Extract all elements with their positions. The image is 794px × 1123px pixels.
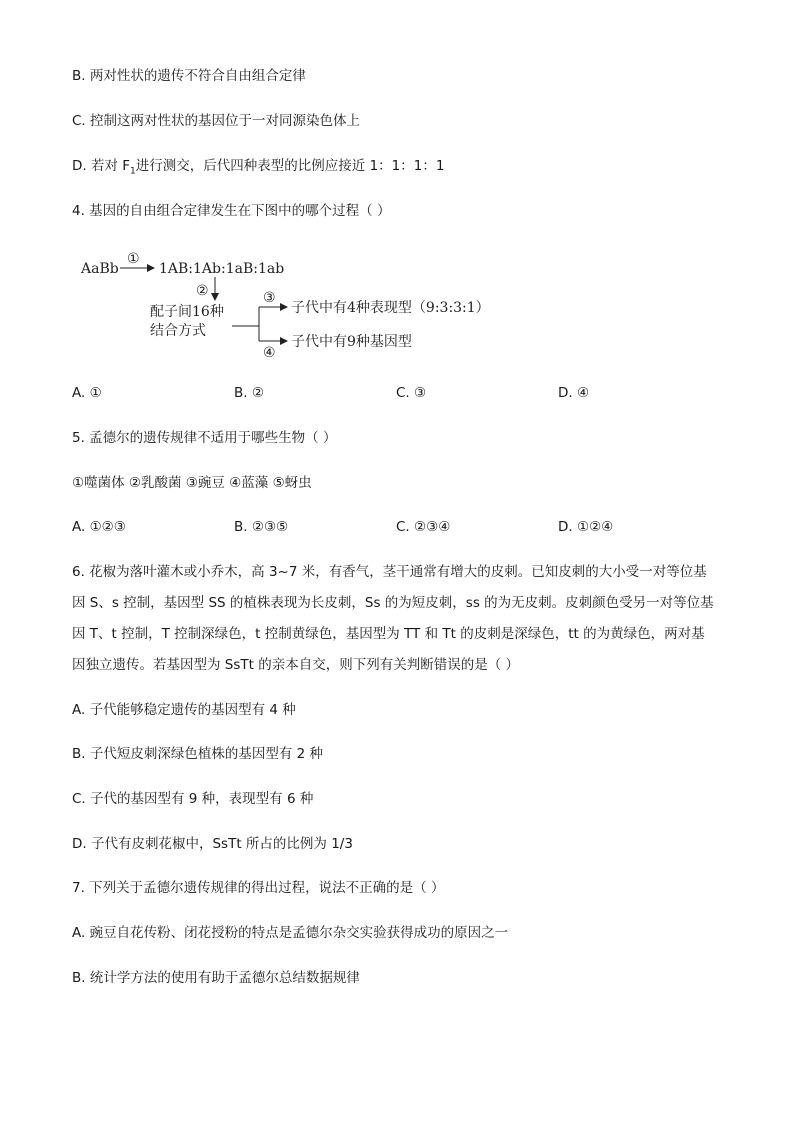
- q5-option-d: D. ①②④: [558, 519, 614, 535]
- q7-option-b: B. 统计学方法的使用有助于孟德尔总结数据规律: [72, 970, 360, 986]
- q3-option-d-post: 进行测交，后代四种表型的比例应接近 1：1：1：1: [135, 158, 445, 174]
- q5-stem: 5. 孟德尔的遗传规律不适用于哪些生物（ ）: [72, 430, 337, 446]
- label-step4: ④: [263, 345, 276, 361]
- q4-option-b: B. ②: [234, 385, 264, 401]
- parent-genotype: AaBb: [81, 261, 119, 277]
- q4-stem: 4. 基因的自由组合定律发生在下图中的哪个过程（ ）: [72, 203, 391, 219]
- q3-option-b: B. 两对性状的遗传不符合自由组合定律: [72, 68, 306, 84]
- genetics-process-diagram: [72, 248, 522, 368]
- gamete-ratio: 1AB:1Ab:1aB:1ab: [159, 261, 285, 277]
- q6-stem-line4: 因独立遗传。若基因型为 SsTt 的亲本自交，则下列有关判断错误的是（ ）: [72, 657, 520, 673]
- q6-stem-line1: 6. 花椒为落叶灌木或小乔木，高 3~7 米，有香气，茎干通常有增大的皮刺。已知皮刺的大小受一对等位基: [72, 564, 707, 580]
- q3-option-d: [72, 157, 444, 181]
- phenotype-result: 子代中有4种表现型（9:3:3:1）: [291, 300, 490, 316]
- label-step1: ①: [127, 251, 140, 267]
- q6-stem-line2: 因 S、s 控制，基因型 SS 的植株表现为长皮刺，Ss 的为短皮刺，ss 的为无皮刺。皮刺颜色受另一对等位基: [72, 595, 714, 611]
- combination-text-line2: 结合方式: [150, 323, 206, 339]
- q4-option-a: A. ①: [72, 385, 102, 401]
- label-step2: ②: [196, 283, 209, 299]
- q5-organism-list: ①噬菌体 ②乳酸菌 ③豌豆 ④蓝藻 ⑤蚜虫: [72, 475, 312, 491]
- q7-option-a: A. 豌豆自花传粉、闭花授粉的特点是孟德尔杂交实验获得成功的原因之一: [72, 925, 509, 941]
- q6-option-a: A. 子代能够稳定遗传的基因型有 4 种: [72, 702, 296, 718]
- q6-option-c: C. 子代的基因型有 9 种，表现型有 6 种: [72, 791, 314, 807]
- q5-option-c: C. ②③④: [396, 519, 451, 535]
- genotype-result: 子代中有9种基因型: [291, 334, 412, 350]
- q6-stem-line3: 因 T、t 控制，T 控制深绿色，t 控制黄绿色，基因型为 TT 和 Tt 的皮刺是深绿色，tt 的为黄绿色，两对基: [72, 626, 705, 642]
- q4-option-c: C. ③: [396, 385, 427, 401]
- q6-option-b: B. 子代短皮刺深绿色植株的基因型有 2 种: [72, 746, 324, 762]
- q3-option-d-pre: D. 若对 F: [72, 158, 131, 174]
- q7-stem: 7. 下列关于孟德尔遗传规律的得出过程，说法不正确的是（ ）: [72, 880, 445, 896]
- q3-option-c: C. 控制这两对性状的基因位于一对同源染色体上: [72, 113, 361, 129]
- q6-option-d: D. 子代有皮刺花椒中，SsTt 所占的比例为 1/3: [72, 836, 353, 852]
- q4-option-d: D. ④: [558, 385, 590, 401]
- q5-option-a: A. ①②③: [72, 519, 126, 535]
- combination-text-line1: 配子间16种: [150, 304, 224, 320]
- q5-option-b: B. ②③⑤: [234, 519, 289, 535]
- label-step3: ③: [263, 290, 276, 306]
- q3-option-d-subscript: 1: [130, 166, 136, 177]
